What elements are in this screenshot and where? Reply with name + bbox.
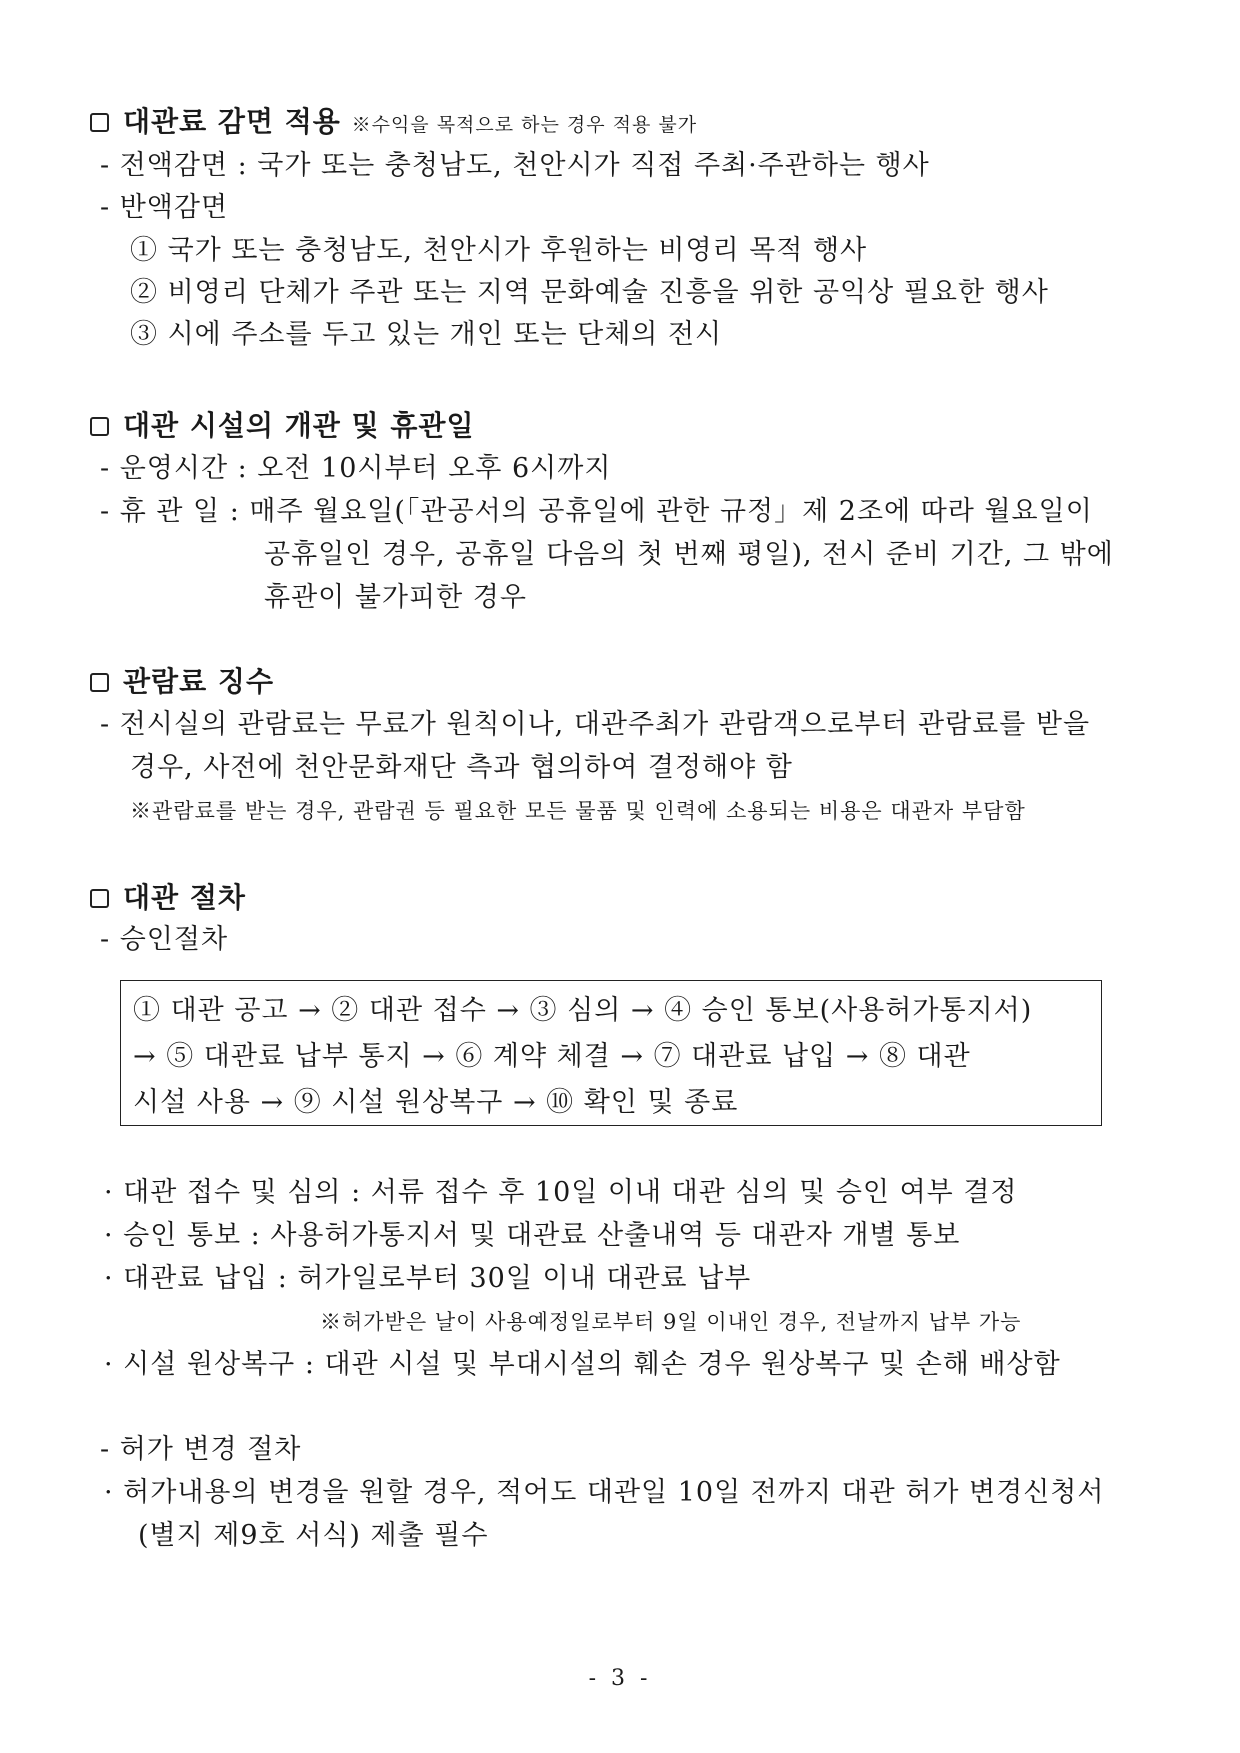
section-heading-hours [90, 408, 475, 444]
discount-item-2: ② 비영리 단체가 주관 또는 지역 문화예술 진흥을 위한 공익상 필요한 행사 [130, 277, 1049, 308]
discount-item-3: ③ 시에 주소를 두고 있는 개인 또는 단체의 전시 [130, 319, 723, 350]
section-heading-admission [90, 664, 274, 700]
procedure-bullet-1: · 대관 접수 및 심의 : 서류 접수 후 10일 이내 대관 심의 및 승인 여부 결정 [104, 1177, 1018, 1208]
discount-note: ※수익을 목적으로 하는 경우 적용 불가 [351, 114, 698, 136]
approval-label: - 승인절차 [100, 924, 229, 955]
procedure-bullet-2: · 승인 통보 : 사용허가통지서 및 대관료 산출내역 등 대관자 개별 통보 [104, 1220, 961, 1251]
discount-title: 대관료 감면 적용 [123, 105, 341, 138]
checkbox-square-icon [90, 889, 109, 908]
procedure-title: 대관 절차 [123, 881, 246, 914]
procedure-flow-line-3: 시설 사용 → ⑨ 시설 원상복구 → ⑩ 확인 및 종료 [133, 1087, 739, 1118]
procedure-flow-line-2: → ⑤ 대관료 납부 통지 → ⑥ 계약 체결 → ⑦ 대관료 납입 → ⑧ 대관 [133, 1041, 971, 1072]
checkbox-square-icon [90, 113, 109, 132]
admission-line-2: 경우, 사전에 천안문화재단 측과 협의하여 결정해야 함 [130, 752, 793, 783]
admission-line-1: - 전시실의 관람료는 무료가 원칙이나, 대관주최가 관람객으로부터 관람료를 받을 [100, 709, 1091, 740]
change-label: - 허가 변경 절차 [100, 1434, 302, 1465]
procedure-restore: · 시설 원상복구 : 대관 시설 및 부대시설의 훼손 경우 원상복구 및 손해 배상함 [104, 1349, 1061, 1380]
procedure-bullet-3: · 대관료 납입 : 허가일로부터 30일 이내 대관료 납부 [104, 1263, 752, 1294]
section-heading-procedure [90, 880, 246, 916]
payment-note: ※허가받은 날이 사용예정일로부터 9일 이내인 경우, 전날까지 납부 가능 [320, 1310, 1022, 1334]
checkbox-square-icon [90, 673, 109, 692]
hours-closed-line-2: 공휴일인 경우, 공휴일 다음의 첫 번째 평일), 전시 준비 기간, 그 밖에 [264, 539, 1114, 570]
hours-title: 대관 시설의 개관 및 휴관일 [123, 409, 475, 442]
procedure-flow-line-1: ① 대관 공고 → ② 대관 접수 → ③ 심의 → ④ 승인 통보(사용허가통지서) [133, 995, 1033, 1026]
change-line-2: (별지 제9호 서식) 제출 필수 [138, 1520, 489, 1551]
section-heading-discount [90, 104, 697, 143]
discount-half: - 반액감면 [100, 192, 229, 223]
admission-title: 관람료 징수 [123, 665, 274, 698]
page-number: - 3 - [588, 1666, 652, 1691]
change-line-1: · 허가내용의 변경을 원할 경우, 적어도 대관일 10일 전까지 대관 허가 변경신청서 [104, 1477, 1105, 1508]
discount-full: - 전액감면 : 국가 또는 충청남도, 천안시가 직접 주최·주관하는 행사 [100, 150, 930, 181]
procedure-flow-box [120, 980, 1102, 1126]
hours-closed-line-3: 휴관이 불가피한 경우 [264, 582, 527, 613]
checkbox-square-icon [90, 417, 109, 436]
hours-closed-line-1: - 휴 관 일 : 매주 월요일(「관공서의 공휴일에 관한 규정」제 2조에 따라 월요일이 [100, 496, 1093, 527]
hours-operating: - 운영시간 : 오전 10시부터 오후 6시까지 [100, 453, 612, 484]
admission-note: ※관람료를 받는 경우, 관람권 등 필요한 모든 물품 및 인력에 소용되는 비용은 대관자 부담함 [130, 799, 1026, 823]
discount-item-1: ① 국가 또는 충청남도, 천안시가 후원하는 비영리 목적 행사 [130, 235, 868, 266]
